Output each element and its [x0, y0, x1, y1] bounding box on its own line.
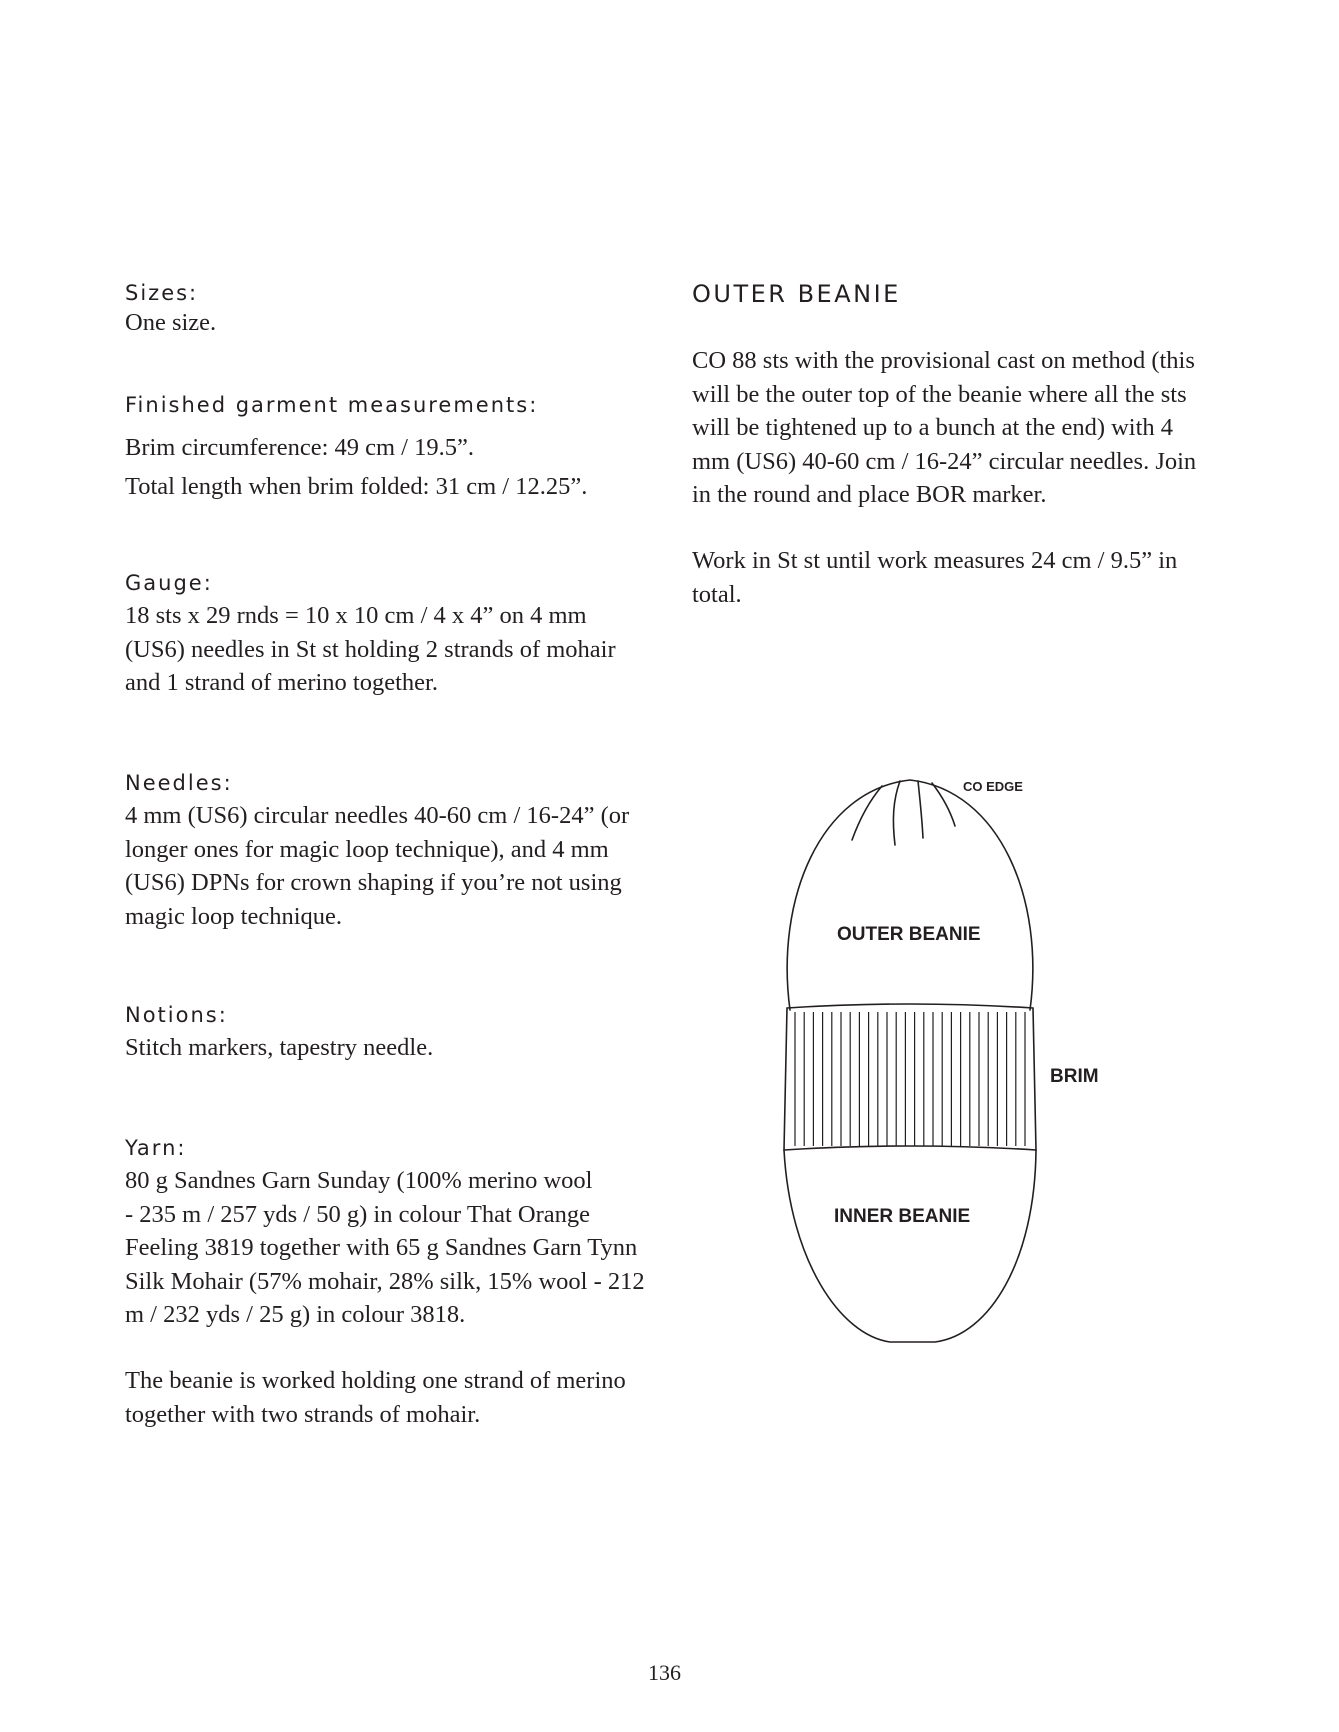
- sizes-heading: Sizes:: [125, 281, 199, 305]
- gauge-text: [125, 599, 616, 700]
- yarn-line: - 235 m / 257 yds / 50 g) in colour That Orange: [125, 1200, 590, 1228]
- yarn-line: 80 g Sandnes Garn Sunday (100% merino wool: [125, 1167, 593, 1194]
- gauge-line: (US6) needles in St st holding 2 strands of mohair: [125, 635, 616, 663]
- brim-label: BRIM: [1050, 1066, 1099, 1087]
- outer-beanie-label: OUTER BEANIE: [837, 924, 981, 945]
- yarn-line: Feeling 3819 together with 65 g Sandnes Garn Tynn: [125, 1234, 638, 1261]
- para-line: will be tightened up to a bunch at the end) with 4: [692, 414, 1174, 441]
- needles-heading: Needles:: [125, 771, 233, 795]
- outer-beanie-outline: [787, 780, 1033, 1010]
- yarn-line: m / 232 yds / 25 g) in colour 3818.: [125, 1301, 466, 1328]
- yarn-text: [125, 1164, 645, 1332]
- co-edge-label: CO EDGE: [963, 779, 1023, 794]
- inner-beanie-outline: [784, 1150, 1036, 1342]
- outer-beanie-para-1: [692, 344, 1196, 512]
- beanie-diagram: [760, 760, 1120, 1360]
- needles-line: longer ones for magic loop technique), and 4 mm: [125, 835, 609, 863]
- notions-text: [125, 1031, 433, 1065]
- needles-text: [125, 799, 629, 933]
- para-line: mm (US6) 40-60 cm / 16-24” circular needles. Join: [692, 447, 1197, 475]
- para-line: CO 88 sts with the provisional cast on method (this: [692, 347, 1195, 374]
- needles-line: 4 mm (US6) circular needles 40-60 cm / 16-24” (or: [125, 802, 630, 829]
- outer-beanie-para-2: [692, 544, 1177, 611]
- brim-outline: [784, 1004, 1036, 1150]
- para-line: in the round and place BOR marker.: [692, 481, 1047, 508]
- inner-beanie-label: INNER BEANIE: [834, 1206, 971, 1227]
- page-number: 136: [648, 1660, 681, 1685]
- notions-heading: Notions:: [125, 1003, 228, 1027]
- measurements-line: Total length when brim folded: 31 cm / 12.25”.: [125, 473, 588, 500]
- needles-line: (US6) DPNs for crown shaping if you’re not using: [125, 869, 622, 896]
- para-line: Work in St st until work measures 24 cm / 9.5” in: [692, 547, 1178, 574]
- sizes-line: One size.: [125, 309, 217, 336]
- measurements-line: Brim circumference: 49 cm / 19.5”.: [125, 434, 474, 461]
- notions-line: Stitch markers, tapestry needle.: [125, 1034, 434, 1061]
- outer-beanie-title: OUTER BEANIE: [692, 280, 901, 308]
- measurements-heading: Finished garment measurements:: [125, 393, 539, 417]
- yarn-heading: Yarn:: [125, 1136, 187, 1160]
- para-line: will be the outer top of the beanie where all the sts: [692, 380, 1187, 408]
- gauge-line: and 1 strand of merino together.: [125, 669, 438, 696]
- measurements-text: [125, 428, 587, 506]
- para-line: total.: [692, 580, 742, 608]
- crown-gather-line: [918, 781, 923, 838]
- sizes-text: [125, 306, 216, 340]
- brim-rib-lines: [795, 1012, 1025, 1146]
- yarn-note: [125, 1364, 626, 1431]
- yarn-line: Silk Mohair (57% mohair, 28% silk, 15% wool - 212: [125, 1267, 645, 1295]
- crown-gather-line: [893, 781, 900, 845]
- gauge-heading: Gauge:: [125, 571, 213, 595]
- needles-line: magic loop technique.: [125, 902, 343, 930]
- gauge-line: 18 sts x 29 rnds = 10 x 10 cm / 4 x 4” on 4 mm: [125, 602, 587, 629]
- yarn-note-line: together with two strands of mohair.: [125, 1400, 481, 1428]
- yarn-note-line: The beanie is worked holding one strand of merino: [125, 1367, 626, 1394]
